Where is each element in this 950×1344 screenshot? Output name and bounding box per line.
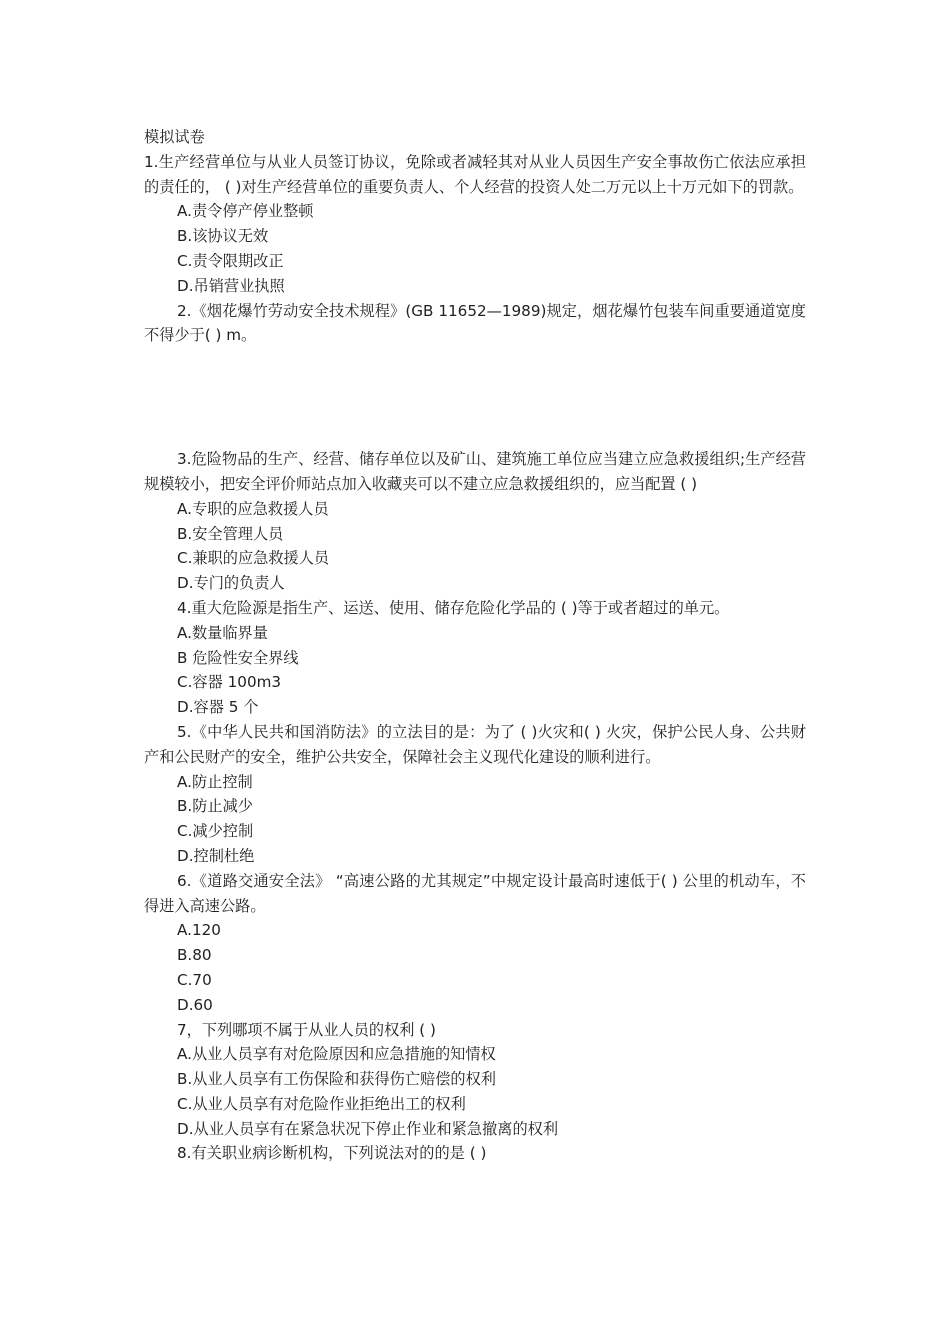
question-1-option-d: D.吊销营业执照 <box>177 276 285 295</box>
question-4-option-b: B 危险性安全界线 <box>177 648 299 667</box>
question-2-stem: 2.《烟花爆竹劳动安全技术规程》(GB 11652—1989)规定，烟花爆竹包装车间重要通道宽度不得少于( ) m。 <box>144 301 806 345</box>
question-6-stem: 6.《道路交通安全法》 “高速公路的尤其规定”中规定设计最高时速低于( ) 公里的机动车，不得进入高速公路。 <box>144 871 806 915</box>
question-4-option-a: A.数量临界量 <box>177 623 268 642</box>
question-6-option-a: A.120 <box>177 921 221 940</box>
question-4-stem: 4.重大危险源是指生产、运送、使用、储存危险化学品的 ( )等于或者超过的单元。 <box>177 598 730 617</box>
blank-space <box>144 348 806 447</box>
question-6-option-b: B.80 <box>177 946 212 965</box>
question-3-option-c: C.兼职的应急救援人员 <box>177 549 330 568</box>
exam-document <box>144 125 806 1166</box>
question-3-option-d: D.专门的负责人 <box>177 574 285 593</box>
question-3-stem: 3.危险物品的生产、经营、储存单位以及矿山、建筑施工单位应当建立应急救援组织;生产经营规模较小，把安全评价师站点加入收藏夹可以不建立应急救援组织的，应当配置 ( ) <box>144 450 806 493</box>
document-title: 模拟试卷 <box>144 128 205 146</box>
question-3-option-b: B.安全管理人员 <box>177 524 284 543</box>
question-7-option-b: B.从业人员享有工伤保险和获得伤亡赔偿的权利 <box>177 1070 496 1089</box>
question-6-option-c: C.70 <box>177 970 212 989</box>
question-1-stem: 1.生产经营单位与从业人员签订协议，免除或者减轻其对从业人员因生产安全事故伤亡依法应承担的责任的， ( )对生产经营单位的重要负责人、个人经营的投资人处二万元以上十万元如下的罚款。 <box>144 152 806 196</box>
question-3-option-a: A.专职的应急救援人员 <box>177 499 329 518</box>
question-4-option-c: C.容器 100m3 <box>177 673 282 692</box>
question-5-option-c: C.减少控制 <box>177 822 254 841</box>
question-1-option-a: A.责令停产停业整顿 <box>177 202 314 221</box>
question-7-option-a: A.从业人员享有对危险原因和应急措施的知情权 <box>177 1045 496 1064</box>
question-7-stem: 7，下列哪项不属于从业人员的权利 ( ) <box>177 1020 436 1039</box>
question-4-option-d: D.容器 5 个 <box>177 698 259 717</box>
question-7-option-d: D.从业人员享有在紧急状况下停止作业和紧急撤离的权利 <box>177 1119 559 1138</box>
question-5-option-d: D.控制杜绝 <box>177 846 255 865</box>
question-5-stem: 5.《中华人民共和国消防法》的立法目的是：为了 ( )火灾和( ) 火灾，保护公民人身、公共财产和公民财产的安全，维护公共安全，保障社会主义现代化建设的顺利进行。 <box>144 722 806 766</box>
question-8-stem: 8.有关职业病诊断机构，下列说法对的的是 ( ) <box>177 1144 487 1163</box>
question-5-option-b: B.防止减少 <box>177 797 253 816</box>
question-7-option-c: C.从业人员享有对危险作业拒绝出工的权利 <box>177 1094 466 1113</box>
question-5-option-a: A.防止控制 <box>177 772 253 791</box>
question-6-option-d: D.60 <box>177 995 213 1014</box>
question-1-option-b: B.该协议无效 <box>177 227 269 246</box>
question-1-option-c: C.责令限期改正 <box>177 251 284 270</box>
